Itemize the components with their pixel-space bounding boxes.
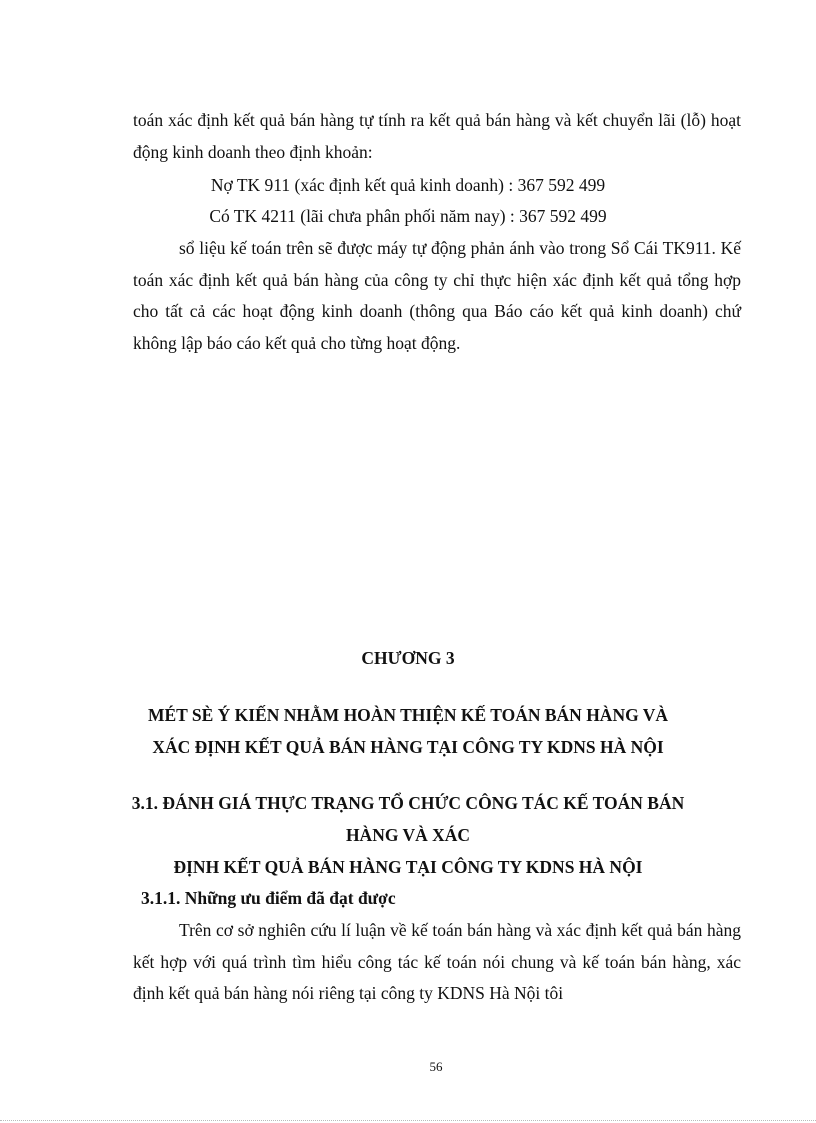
subsection-paragraph: Trên cơ sở nghiên cứu lí luận về kế toán bán hàng và xác định kết quả bán hàng kết hợp với quá trình tìm hiểu công tác kế toán nói chung và kế toán bán hàng, xác định kết quả bán hàng nói riêng tại công ty KDNS Hà Nội tôi — [133, 920, 741, 1003]
section-title-line-2: HÀNG VÀ XÁC — [345, 825, 471, 845]
body-paragraph: sổ liệu kế toán trên sẽ được máy tự động phản ánh vào trong Sổ Cái TK911. Kế toán xác định kết quả bán hàng của công ty chỉ thực hiện xác định kết quả tổng hợp cho tất cả các hoạt động kinh doanh (thông qua Báo cáo kết quả kinh doanh) chứ không lập báo cáo kết quả cho từng hoạt động. — [133, 238, 741, 353]
page-number: 56 — [429, 1059, 443, 1074]
debit-entry: Nợ TK 911 (xác định kết quả kinh doanh) : 367 592 499 — [210, 175, 606, 195]
chapter-title-line-1: MÉT SÈ Ý KIẾN NHẰM HOÀN THIỆN KẾ TOÁN BÁN HÀNG VÀ — [147, 705, 669, 725]
chapter-title-line-2: XÁC ĐỊNH KẾT QUẢ BÁN HÀNG TẠI CÔNG TY KDNS HÀ NỘI — [152, 737, 664, 757]
intro-paragraph: toán xác định kết quả bán hàng tự tính ra kết quả bán hàng và kết chuyển lãi (lỗ) hoạt động kinh doanh theo định khoản: — [133, 110, 741, 162]
chapter-label: CHƯƠNG 3 — [361, 648, 455, 668]
page-bottom-divider — [0, 1120, 816, 1122]
subsection-title: 3.1.1. Những ưu điểm đã đạt được — [141, 888, 396, 908]
section-title-line-1: 3.1. ĐÁNH GIÁ THỰC TRẠNG TỔ CHỨC CÔNG TÁC KẾ TOÁN BÁN — [131, 793, 685, 813]
section-title-line-3: ĐỊNH KẾT QUẢ BÁN HÀNG TẠI CÔNG TY KDNS HÀ NỘI — [173, 857, 643, 877]
credit-entry: Có TK 4211 (lãi chưa phân phối năm nay) : 367 592 499 — [209, 206, 607, 226]
